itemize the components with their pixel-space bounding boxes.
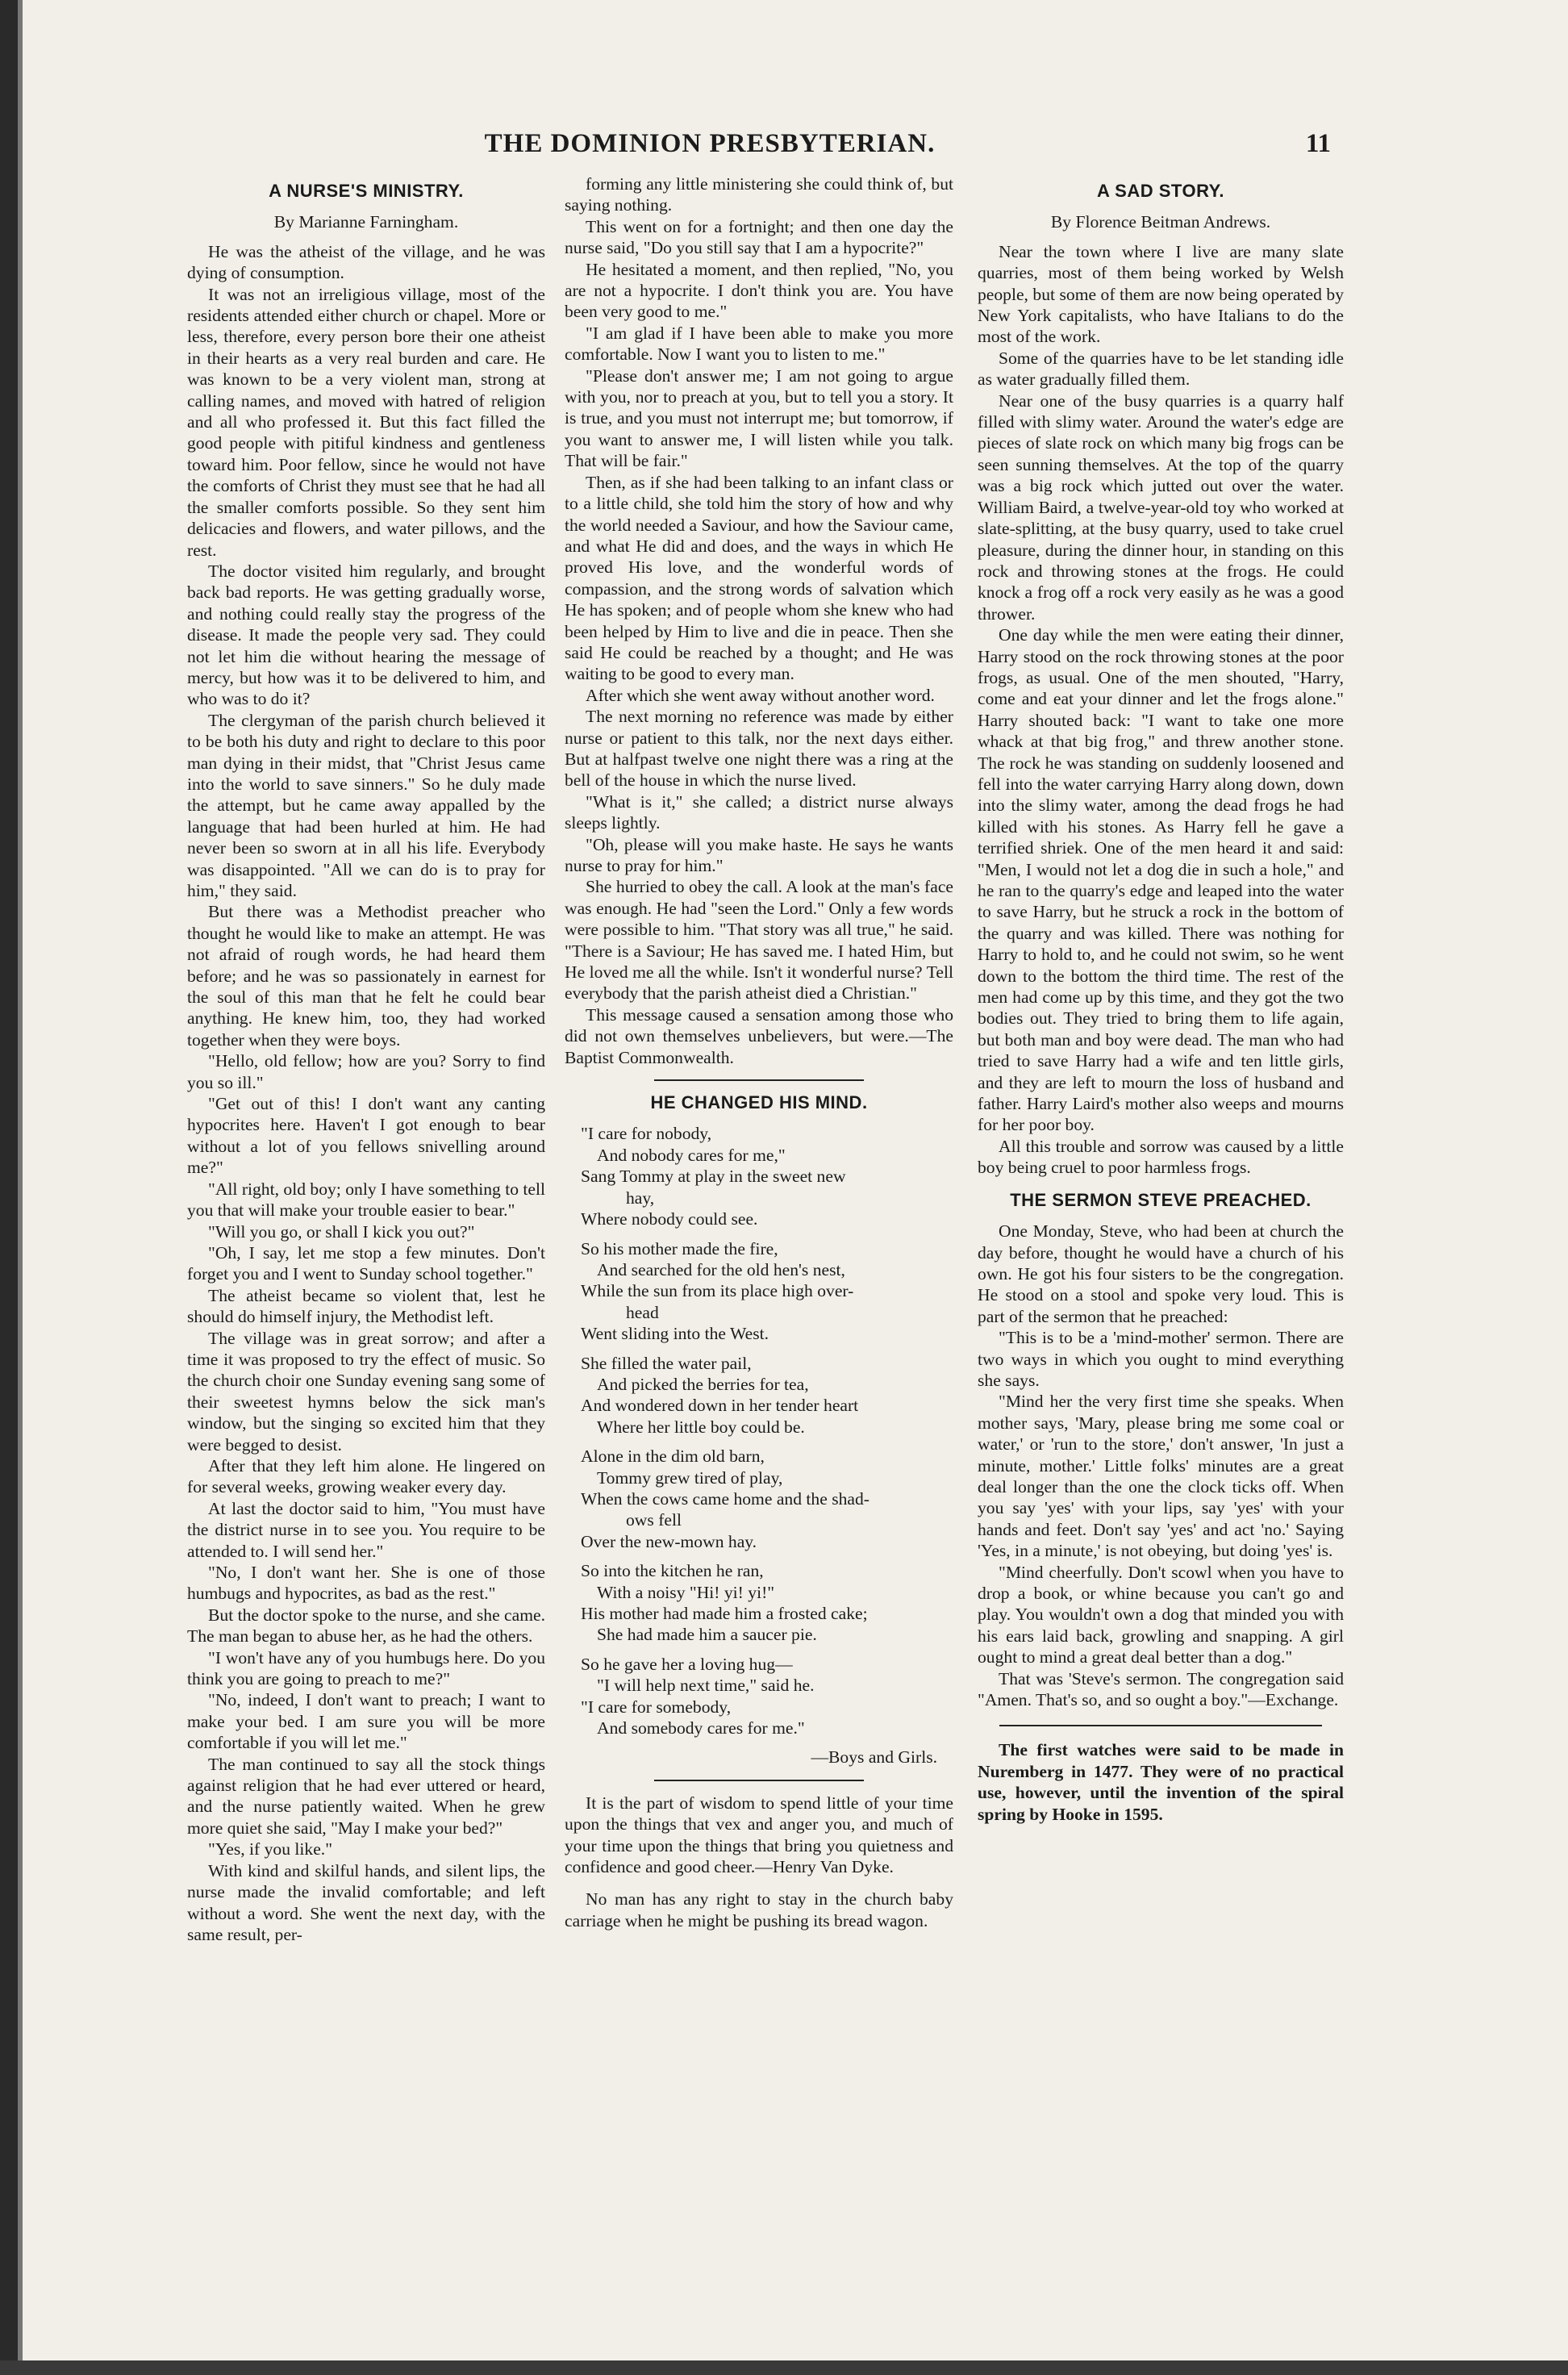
paragraph: "This is to be a 'mind-mother' sermon. There are two ways in which you ought to mind everything she says. [978,1328,1344,1390]
paragraph: "Please don't answer me; I am not going to argue with you, nor to preach at you, but to tell you a story. It is true, and you must not interrupt me; but tomorrow, if you want to answer me, I will listen while you talk. That will be fair." [565,365,953,471]
paragraph: With kind and skilful hands, and silent lips, the nurse made the invalid comfortable; and left without a word. She went the next day, with the same result, per- [187,1860,545,1944]
poem-stanza [565,1446,953,1552]
paragraph: Some of the quarries have to be let standing idle as water gradually filled them. [978,348,1344,390]
paragraph: "I am glad if I have been able to make you more comfortable. Now I want you to listen to me." [565,323,953,365]
poem-line: And somebody cares for me." [597,1718,805,1738]
paragraph: The atheist became so violent that, lest he should do himself injury, the Methodist left. [187,1285,545,1327]
poem-line: With a noisy "Hi! yi! yi!" [597,1582,775,1602]
paragraph: At last the doctor said to him, "You must have the district nurse in to see you. You require to be attended to. I will send her." [187,1498,545,1561]
paragraph: This went on for a fortnight; and then one day the nurse said, "Do you still say that I am a hypocrite?" [565,216,953,258]
article-byline-nurse: By Marianne Farningham. [273,212,459,232]
paragraph: The next morning no reference was made by either nurse or patient to this talk, nor the next days either. But at halfpast twelve one night there was a ring at the bell of the house in which the nurse lived. [565,707,953,791]
paragraph: It was not an irreligious village, most of the residents attended either church or chapel. More or less, therefore, every person bore their one atheist in their hearts as a very real burden and care. He was known to be a very violent man, strong at calling names, and moved with hatred of religion and all who professed it. But this fact filled the good people with pitiful kindness and gentleness toward him. Poor fellow, since he would not have the comforts of Christ they must see that he had all the smaller comforts possible. So they sent him delicacies and flowers, and water pillows, and the rest. [187,284,545,560]
article-title-changed: HE CHANGED HIS MIND. [650,1092,868,1113]
paragraph: "Oh, please will you make haste. He says he wants nurse to pray for him." [565,834,953,875]
paragraph: "Hello, old fellow; how are you? Sorry to find you so ill." [187,1051,545,1092]
scan-edge-dark [0,0,18,2375]
paragraph: One Monday, Steve, who had been at church the day before, thought he would have a church of his own. He got his four sisters to be the congregation. He stood on a stool and spoke very loud. This is part of the sermon that he preached: [978,1221,1344,1326]
paragraph: The man continued to say all the stock things against religion that he had ever uttered or heard, and the nurse patiently waited. When he grew more quiet she said, "May I make your bed?" [187,1754,545,1838]
poem-stanza [565,1353,953,1438]
poem-line: Tommy grew tired of play, [597,1467,783,1488]
poem-source: —Boys and Girls. [811,1747,937,1768]
paragraph: But there was a Methodist preacher who thought he would like to make an attempt. He was not afraid of rough words, he had heard them before; and he was so passionately in earnest for the soul of this man that he felt he could bear anything. He knew him, too, they had worked together when they were boys. [187,902,545,1050]
poem-stanza [565,1654,953,1739]
poem-line: So he gave her a loving hug— [581,1654,793,1674]
paragraph: "I won't have any of you humbugs here. Do you think you are going to preach to me?" [187,1647,545,1689]
poem-line: "I care for somebody, [581,1697,732,1717]
nurse-body [187,241,545,1946]
sermon-body [978,1221,1344,1710]
paragraph: "Yes, if you like." [208,1839,333,1860]
poem-line: Went sliding into the West. [581,1324,769,1344]
divider [654,1780,864,1781]
paragraph: The doctor visited him regularly, and brought back bad reports. He was getting gradually worse, and nothing could really stay the progress of the disease. It made the people very sad. They could not let him die without hearing the message of mercy, but how was it to be delivered to him, and who was to do it? [187,561,545,709]
poem-line: And picked the berries for tea, [597,1374,809,1394]
poem-line: And nobody cares for me," [597,1145,786,1165]
paragraph: "Will you go, or shall I kick you out?" [208,1221,475,1242]
paragraph: "What is it," she called; a district nurse always sleeps lightly. [565,791,953,833]
page-number: 11 [1305,129,1331,158]
poem-stanza [565,1560,953,1646]
masthead-title: THE DOMINION PRESBYTERIAN. [484,129,936,158]
paragraph: But the doctor spoke to the nurse, and she came. The man began to abuse her, as he had the others. [187,1605,545,1647]
article-byline-sad: By Florence Beitman Andrews. [1050,212,1271,232]
poem-line: She had made him a saucer pie. [597,1625,817,1645]
scan-edge-grey [18,0,23,2375]
poem-stanza [565,1238,953,1345]
paragraph: After that they left him alone. He lingered on for several weeks, growing weaker every day. [187,1455,545,1497]
nurse-body-continued [565,173,953,1068]
article-title-nurse: A NURSE'S MINISTRY. [269,181,464,201]
paragraph: That was 'Steve's sermon. The congregation said "Amen. That's so, and so ought a boy."—Exchange. [978,1668,1344,1710]
paragraph: "Get out of this! I don't want any canting hypocrites here. Haven't I got enough to bear without a lot of you fellows snivelling around me?" [187,1094,545,1178]
article-title-sad: A SAD STORY. [1097,181,1224,201]
poem-line: head [626,1302,659,1322]
paragraph: "Mind cheerfully. Don't scowl when you have to drop a book, or whine because you can't go and play. You wouldn't own a dog that minded you with his ears laid back, growling and snapping. A girl ought to mind a great deal better than a dog." [978,1562,1344,1668]
sad-body [978,241,1344,1179]
poem-line: Alone in the dim old barn, [581,1446,765,1467]
divider [654,1079,864,1081]
paragraph: Near one of the busy quarries is a quarry half filled with slimy water. Around the water's edge are pieces of slate rock on which many big frogs can be seen sunning themselves. At the top of the quarry was a big rock which jutted out over the water. William Baird, a twelve-year-old toy who worked at slate-splitting, at the busy quarry, used to take cruel pleasure, during the dinner hour, in standing on this rock and throwing stones at the frogs. He could knock a frog off a rock very easily as he was a good thrower. [978,390,1344,624]
poem-line: Over the new-mown hay. [581,1531,757,1551]
poem-line: So into the kitchen he ran, [581,1561,764,1581]
paragraph: "No, I don't want her. She is one of those humbugs and hypocrites, as bad as the rest." [187,1563,545,1604]
poem-line: When the cows came home and the shad- [581,1488,869,1509]
paragraph: Near the town where I live are many slate quarries, most of them being worked by Welsh people, but some of them are now being operated by New York capitalists, who have Italians to do the most of the work. [978,241,1344,347]
paragraph: He was the atheist of the village, and he was dying of consumption. [187,241,545,283]
paragraph: The village was in great sorrow; and after a time it was proposed to try the effect of music. So the church choir one Sunday evening sang some of their sweetest hymns below the sick man's window, but the singing so excited him that they were begged to desist. [187,1328,545,1455]
watches-note: The first watches were said to be made in Nuremberg in 1477. They were of no practical use, however, until the invention of the spiral spring by Hooke in 1595. [978,1740,1344,1824]
closing-line [565,1889,953,1931]
poem-line: Where nobody could see. [581,1209,758,1229]
column-1 [187,169,545,1945]
paragraph: One day while the men were eating their dinner, Harry stood on the rock throwing stones at the poor frogs, as usual. One of the men shouted, "Harry, come and eat your dinner and let the frogs alone." Harry shouted back: "I want to take one more whack at that big frog," and threw another stone. The rock he was standing on suddenly loosened and fell into the water carrying Harry along down, down into the slimy water, among the dead frogs he had killed with his stones. As Harry fell he gave a terrified shriek. One of the men heard it and said: "Men, I would not let a dog die in such a hole," and he ran to the quarry's edge and leaped into the water to save Harry, but he struck a rock in the bottom of the quarry and was killed. There was nothing for Harry to hold to, and he could not swim, so he went down to the bottom the third time. The rest of the men had come up by this time, and they got the two bodies out. They tried to bring them to life again, but both man and boy were dead. The man who had tried to save Harry had a wife and ten little girls, and they are left to mourn the loss of husband and father. Harry Laird's mother also weeps and mourns for her poor boy. [978,625,1344,1135]
poem-line: "I care for nobody, [581,1124,712,1144]
poem-line: While the sun from its place high over- [581,1281,854,1301]
wisdom-quote: It is the part of wisdom to spend little of your time upon the things that vex and anger you, and much of your time upon the things that bring you quietness and confidence and good cheer.—Henry Van Dyke. [565,1793,953,1877]
paragraph: This message caused a sensation among those who did not own themselves unbelievers, but were.—The Baptist Commonwealth. [565,1004,953,1067]
paragraph: forming any little ministering she could think of, but saying nothing. [565,174,953,215]
paragraph: The clergyman of the parish church believed it to be both his duty and right to declare to this poor man dying in their midst, that "Christ Jesus came into the world to save sinners." So he duly made the attempt, but he came away appalled by the language that had been hurled at him. He had never been so sworn at in all his life. Everybody was disappointed. "All we can do is to pray for him," they said. [187,710,545,900]
poem-line: And searched for the old hen's nest, [597,1259,845,1279]
divider [999,1725,1322,1726]
poem-line: And wondered down in her tender heart [581,1396,859,1416]
paragraph: He hesitated a moment, and then replied, "No, you are not a hypocrite. I don't think you are. You have been very good to me." [565,259,953,322]
closing-text: No man has any right to stay in the church baby carriage when he might be pushing its bread wagon. [565,1889,953,1930]
paragraph: "No, indeed, I don't want to preach; I want to make your bed. I am sure you will be more comfortable if you will let me." [187,1690,545,1753]
poem-line: hay, [626,1188,655,1208]
poem-line: "I will help next time," said he. [597,1676,815,1696]
paragraph: "All right, old boy; only I have something to tell you that will make your trouble easier to bear." [187,1179,545,1221]
poem-line: She filled the water pail, [581,1353,752,1373]
paragraph: She hurried to obey the call. A look at the man's face was enough. He had "seen the Lord." Only a few words were possible to him. "That story was all true," he said. "There is a Saviour; He has saved me. I hated Him, but He loved me all the while. Isn't it wonderful nurse? Tell everybody that the parish atheist died a Christian." [565,877,953,1004]
paragraph: After which she went away without another word. [586,685,935,705]
poem-line: So his mother made the fire, [581,1238,778,1258]
article-title-sermon: THE SERMON STEVE PREACHED. [1010,1189,1312,1210]
paragraph: "Oh, I say, let me stop a few minutes. Don't forget you and I went to Sunday school together." [187,1242,545,1284]
poem-stanza [565,1123,953,1229]
poem-line: Sang Tommy at play in the sweet new [581,1167,846,1187]
paragraph: "Mind her the very first time she speaks. When mother says, 'Mary, please bring me some coal or water,' or 'run to the store,' don't answer, 'In just a minute, mother.' Little folks' minutes are a great deal longer than the one the clock ticks off. When you say 'yes' with your lips, say 'yes' with your hands and feet. Don't say 'yes' and act 'no.' Saying 'Yes, in a minute,' is not obeying, but doing 'yes' is. [978,1392,1344,1561]
column-2 [565,173,953,1931]
column-3 [978,169,1344,1825]
poem-line: Where her little boy could be. [597,1417,805,1437]
paragraph: Then, as if she had been talking to an infant class or to a little child, she told him the story of how and why the world needed a Saviour, and how the Saviour came, and what He did and does, and the ways in which He proved His love, and the wonderful words of compassion, and the strong words of salvation which He has spoken; and of people whom she knew who had been helped by Him to live and die in peace. Then she said He could be reached by a thought; and He was waiting to be good to every man. [565,472,953,684]
poem [565,1123,953,1738]
scan-edge-bottom [0,2360,1568,2375]
poem-line: ows fell [626,1510,682,1530]
poem-line: His mother had made him a frosted cake; [581,1604,868,1623]
paragraph: All this trouble and sorrow was caused by a little boy being cruel to poor harmless frogs. [978,1136,1344,1178]
